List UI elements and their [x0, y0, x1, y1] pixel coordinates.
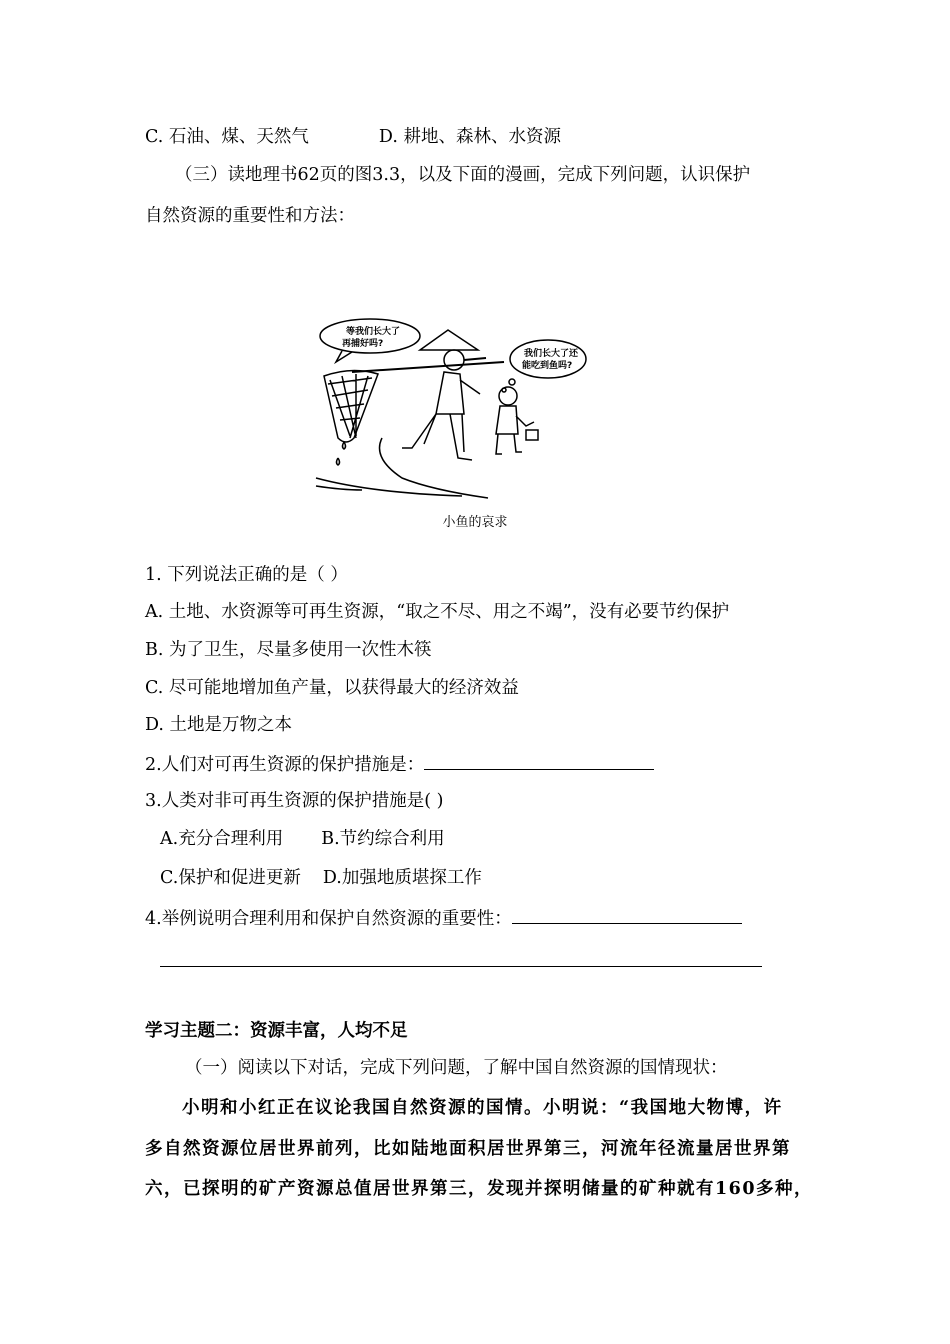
- q1-stem: 1. 下列说法正确的是（ ）: [145, 565, 348, 585]
- q3-option-c: C.保护和促进更新: [160, 868, 301, 888]
- q3-row-cd: [160, 866, 482, 890]
- q4-answer-line[interactable]: [160, 966, 762, 967]
- q2-stem: 2.人们对可再生资源的保护措施是：: [145, 755, 425, 775]
- q3-option-d: D.加强地质堪探工作: [322, 868, 482, 888]
- q2-answer-blank[interactable]: [424, 751, 654, 770]
- bubble-right-line1: 我们长大了还: [524, 349, 579, 359]
- q4-answer-blank[interactable]: [512, 905, 742, 924]
- bubble-left-line1: 等我们长大了: [346, 327, 401, 337]
- q3-stem: 3.人类对非可再生资源的保护措施是( ): [145, 791, 444, 811]
- q1-option-a: A. 土地、水资源等可再生资源，“取之不尽、用之不竭”，没有必要节约保护: [145, 602, 730, 622]
- theme2-intro: （一）阅读以下对话，完成下列问题，了解中国自然资源的国情现状：: [185, 1058, 728, 1078]
- theme2-title: 学习主题二：资源丰富，人均不足: [145, 1021, 408, 1041]
- q1-option-b: B. 为了卫生，尽量多使用一次性木筷: [145, 640, 432, 660]
- bubble-left-line2: 再捕好吗?: [342, 339, 384, 349]
- option-c-prev: C. 石油、煤、天然气: [145, 127, 309, 147]
- q3-option-b: B.节约综合利用: [321, 829, 445, 849]
- dialog-line1: 小明和小红正在议论我国自然资源的国情。小明说：“我国地大物博，许: [182, 1098, 783, 1118]
- speech-bubble-right: [510, 340, 586, 378]
- bubble-right-line2: 能吃到鱼吗?: [522, 361, 573, 371]
- section3-intro-line2: 自然资源的重要性和方法：: [145, 206, 355, 226]
- q4-stem: 4.举例说明合理利用和保护自然资源的重要性：: [145, 909, 512, 929]
- q4-row: [145, 905, 742, 931]
- q3-option-a: A.充分合理利用: [160, 829, 284, 849]
- hat: [420, 330, 478, 350]
- q2-row: [145, 751, 654, 777]
- option-d-prev: D. 耕地、森林、水资源: [378, 127, 561, 147]
- dialog-line2: 多自然资源位居世界前列，比如陆地面积居世界第三，河流年径流量居世界第: [145, 1139, 791, 1159]
- cartoon-caption: 小鱼的哀求: [442, 515, 508, 530]
- q3-row-ab: [160, 827, 445, 851]
- dialog-line3: 六，已探明的矿产资源总值居世界第三，发现并探明储量的矿种就有160多种，: [145, 1179, 814, 1199]
- cartoon-illustration: [312, 318, 588, 500]
- q1-option-c: C. 尽可能地增加鱼产量，以获得最大的经济效益: [145, 678, 519, 698]
- option-row-prev: [145, 125, 561, 149]
- q1-option-d: D. 土地是万物之本: [145, 715, 293, 735]
- section3-intro-line1: （三）读地理书62页的图3.3，以及下面的漫画，完成下列问题，认识保护: [175, 165, 751, 185]
